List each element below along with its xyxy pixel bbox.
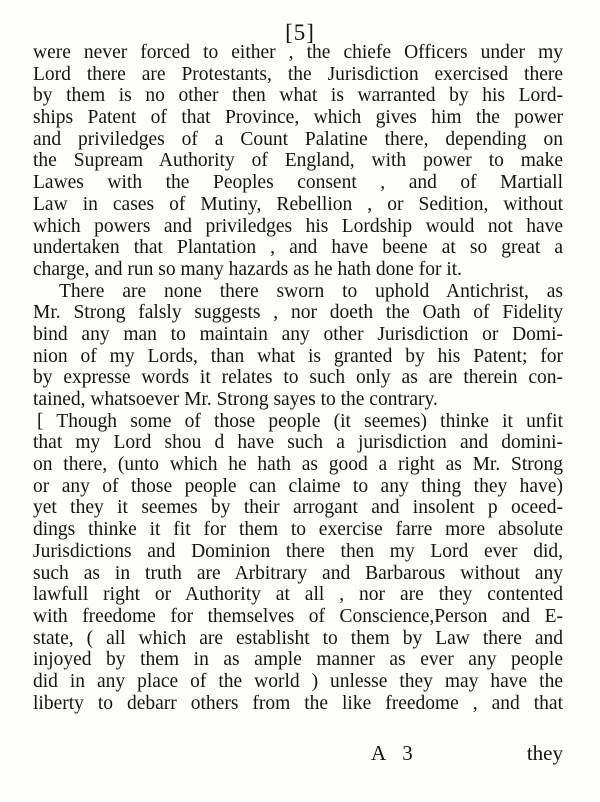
text-line: did in any place of the world ) unlesse they may have the xyxy=(33,670,563,692)
text-line: bind any man to maintain any other Jurisdiction or Domi- xyxy=(33,323,563,345)
text-line: state, ( all which are establisht to them by Law there and xyxy=(33,627,563,649)
text-line: or any of those people can claime to any thing they have) xyxy=(33,475,563,497)
body-text xyxy=(33,42,563,714)
text-line: ships Patent of that Province, which gives him the power xyxy=(33,107,563,129)
text-line: tained, whatsoever Mr. Strong sayes to the contrary. xyxy=(33,389,438,410)
text-line: There are none there sworn to uphold Antichrist, as xyxy=(59,280,563,302)
text-line: Jurisdictions and Dominion there then my Lord ever did, xyxy=(33,540,563,562)
text-line: with freedome for themselves of Conscience,Person and E- xyxy=(33,605,563,627)
text-line: Mr. Strong falsly suggests , nor doeth the Oath of Fidelity xyxy=(33,302,563,324)
text-line: nion of my Lords, than what is granted by his Patent; for xyxy=(33,345,563,367)
page-footer xyxy=(33,740,563,766)
text-line: that my Lord shou d have such a jurisdiction and domini- xyxy=(33,432,563,454)
text-line: the Supream Authority of England, with power to make xyxy=(33,150,563,172)
text-line: by them is no other then what is warranted by his Lord- xyxy=(33,85,563,107)
text-line: yet they it seemes by their arrogant and insolent p oceed- xyxy=(33,497,563,519)
text-line: Lord there are Protestants, the Jurisdiction exercised there xyxy=(33,63,563,85)
signature-mark: A 3 xyxy=(371,741,419,765)
text-line: Lawes with the Peoples consent , and of Martiall xyxy=(33,172,563,194)
text-line: were never forced to either , the chiefe Officers under my xyxy=(33,42,563,63)
text-line: and priviledges of a Count Palatine there, depending on xyxy=(33,128,563,150)
text-line: such as in truth are Arbitrary and Barbarous without any xyxy=(33,562,563,584)
text-line: undertaken that Plantation , and have beene at so great a xyxy=(33,237,563,259)
catchword: they xyxy=(526,741,563,765)
text-line: on there, (unto which he hath as good a right as Mr. Strong xyxy=(33,454,563,476)
page-number: [5] xyxy=(285,20,315,45)
text-line: which powers and priviledges his Lordship would not have xyxy=(33,215,563,237)
text-line: injoyed by them in as ample manner as ever any people xyxy=(33,649,563,671)
text-line: Law in cases of Mutiny, Rebellion , or Sedition, without xyxy=(33,193,563,215)
text-line: lawfull right or Authority at all , nor are they contented xyxy=(33,584,563,606)
text-line: dings thinke it fit for them to exercise farre more absolute xyxy=(33,519,563,541)
text-line: [ Though some of those people (it seemes) thinke it unfit xyxy=(37,410,563,432)
text-line: liberty to debarr others from the like freedome , and that xyxy=(33,692,563,714)
text-line: by expresse words it relates to such only as are therein con- xyxy=(33,367,563,389)
text-line: charge, and run so many hazards as he hath done for it. xyxy=(33,258,463,280)
